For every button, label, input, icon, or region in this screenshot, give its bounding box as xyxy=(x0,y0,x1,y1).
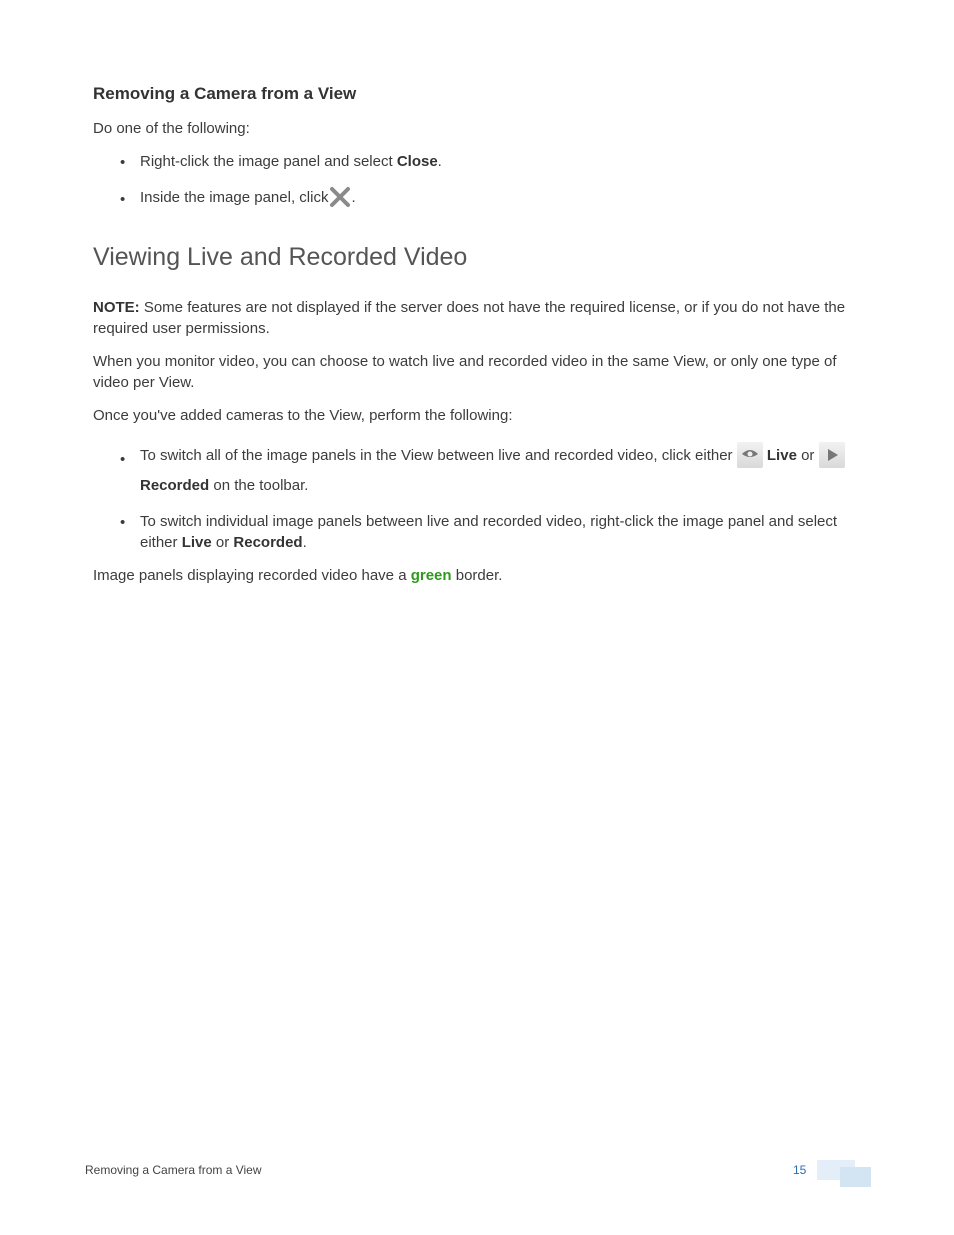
footer-title: Removing a Camera from a View xyxy=(85,1163,262,1177)
monitor-paragraph: When you monitor video, you can choose to watch live and recorded video in the same View, or only one type of video per View. xyxy=(93,353,837,391)
closing-paragraph: Image panels displaying recorded video have a green border. xyxy=(93,567,503,584)
bullet-marker: • xyxy=(120,514,126,531)
recorded-label: Recorded xyxy=(140,477,210,494)
recorded-label: Recorded xyxy=(233,534,303,551)
bullet-marker: • xyxy=(120,154,126,171)
list-item-click-x: Inside the image panel, click . xyxy=(140,186,855,208)
bullet-marker: • xyxy=(120,451,126,468)
list-item-individual-switch: To switch individual image panels between live and recorded video, right-click the image panel and select either Live or Recorded. xyxy=(140,513,838,551)
list-item-toolbar-switch: To switch all of the image panels in the View between live and recorded video, click either Live or Recorded on the toolbar. xyxy=(140,441,855,501)
page-title: Viewing Live and Recorded Video xyxy=(93,243,468,271)
page-number: 15 xyxy=(793,1163,807,1177)
live-label: Live xyxy=(766,447,797,464)
close-label: Close xyxy=(396,153,438,170)
note-label: NOTE: xyxy=(93,299,140,316)
section-heading: Removing a Camera from a View xyxy=(93,84,357,103)
close-x-icon xyxy=(329,186,351,208)
instruction-paragraph: Once you've added cameras to the View, perform the following: xyxy=(93,407,513,424)
intro-text: Do one of the following: xyxy=(93,120,250,137)
footer-decoration xyxy=(840,1167,871,1187)
green-word: green xyxy=(410,567,452,584)
note-paragraph: NOTE: Some features are not displayed if the server does not have the required license, or if you do not have the required user permissions. xyxy=(93,299,846,337)
bullet-marker: • xyxy=(120,191,126,208)
eye-icon xyxy=(737,442,763,468)
list-item-close: Right-click the image panel and select Close. xyxy=(140,153,442,170)
play-icon xyxy=(819,442,845,468)
live-label: Live xyxy=(181,534,212,551)
